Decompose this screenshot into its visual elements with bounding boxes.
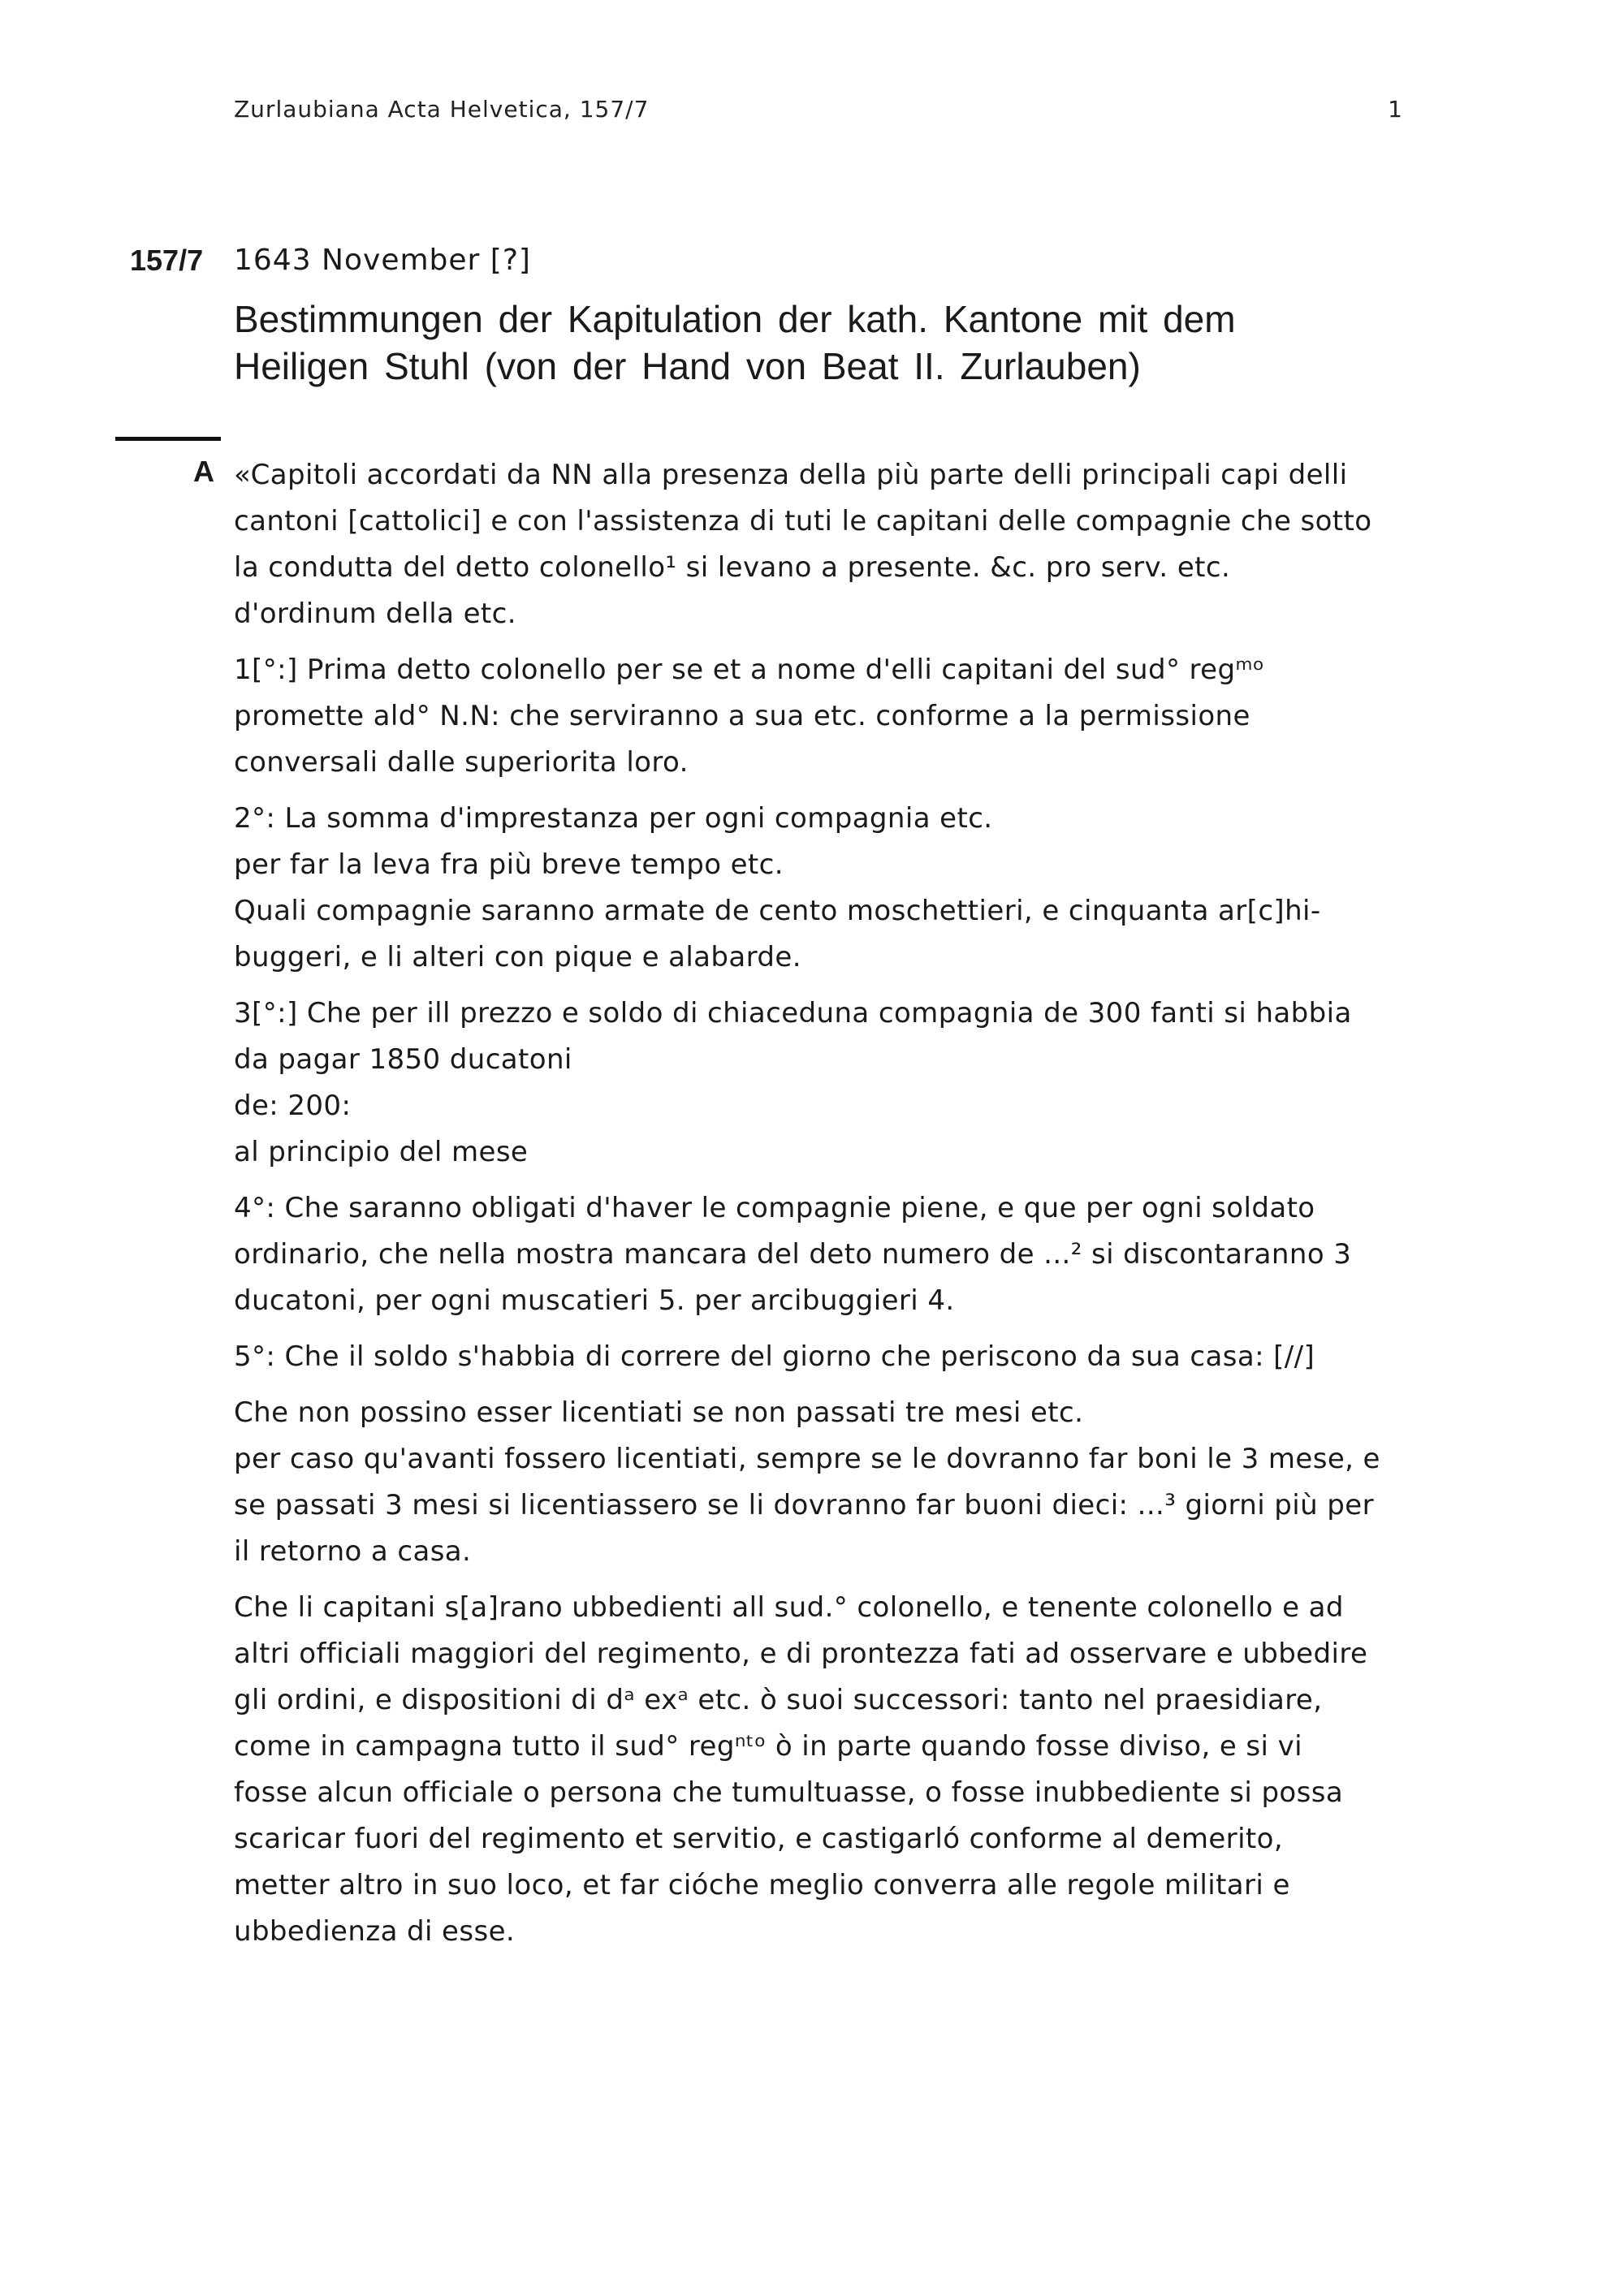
text-line: de: 200: [234, 1090, 352, 1122]
text-line: altri officiali maggiori del regimento, e di prontezza fati ad osservare e ubbedire [234, 1638, 1368, 1670]
text-line: ducatoni, per ogni muscatieri 5. per arcibuggieri 4. [234, 1284, 955, 1317]
text-line: 4°: Che saranno obligati d'haver le compagnie piene, e que per ogni soldato [234, 1192, 1315, 1224]
text-line: 2°: La somma d'imprestanza per ogni compagnia etc. [234, 802, 993, 835]
text-line: gli ordini, e dispositioni di dᵃ exᵃ etc. ò suoi successori: tanto nel praesidiare, [234, 1684, 1323, 1716]
document-body [234, 452, 1403, 1965]
text-line: 3[°:] Che per ill prezzo e soldo di chiaceduna compagnia de 300 fanti si habbia [234, 997, 1352, 1029]
entry-title [234, 296, 1403, 390]
paragraph-article-4 [234, 1185, 1403, 1324]
text-line: da pagar 1850 ducatoni [234, 1043, 572, 1076]
entry-number: 157/7 [130, 244, 204, 277]
text-line: al principio del mese [234, 1136, 529, 1168]
section-letter: A [193, 455, 214, 488]
paragraph-article-3 [234, 990, 1403, 1176]
paragraph-obedience [234, 1585, 1403, 1955]
text-line: ubbedienza di esse. [234, 1915, 516, 1948]
text-line: ordinario, che nella mostra mancara del deto numero de ...² si discontaranno 3 [234, 1238, 1352, 1271]
text-line: se passati 3 mesi si licentiassero se li dovranno far buoni dieci: ...³ giorni più per [234, 1489, 1374, 1521]
entry-title-line: Bestimmungen der Kapitulation der kath. Kantone mit dem [234, 298, 1236, 340]
text-line: come in campagna tutto il sud° regⁿᵗᵒ ò in parte quando fosse diviso, e si vi [234, 1730, 1302, 1763]
entry-date: 1643 November [?] [234, 244, 531, 277]
text-line: metter altro in suo loco, et far cióche meglio converra alle regole militari e [234, 1869, 1290, 1901]
text-line: cantoni [cattolici] e con l'assistenza di tuti le capitani delle compagnie che sotto [234, 505, 1372, 537]
text-line: «Capitoli accordati da NN alla presenza della più parte delli principali capi delli [234, 459, 1348, 491]
text-line: 1[°:] Prima detto colonello per se et a nome d'elli capitani del sud° regᵐᵒ [234, 654, 1265, 686]
text-line: promette ald° N.N: che serviranno a sua etc. conforme a la permissione [234, 700, 1250, 732]
paragraph-preamble [234, 452, 1403, 637]
running-title: Zurlaubiana Acta Helvetica, 157/7 [234, 96, 650, 123]
page-number: 1 [1388, 96, 1403, 123]
text-line: Che li capitani s[a]rano ubbedienti all sud.° colonello, e tenente colonello e ad [234, 1591, 1344, 1624]
paragraph-article-2 [234, 796, 1403, 981]
entry-title-line: Heiligen Stuhl (von der Hand von Beat II. Zurlauben) [234, 345, 1141, 387]
text-line: buggeri, e li alteri con pique e alabarde. [234, 941, 801, 973]
text-line: per caso qu'avanti fossero licentiati, sempre se le dovranno far boni le 3 mese, e [234, 1443, 1380, 1475]
text-line: conversali dalle superiorita loro. [234, 746, 689, 779]
paragraph-article-1 [234, 647, 1403, 786]
text-line: il retorno a casa. [234, 1535, 472, 1568]
running-header [234, 96, 1403, 123]
text-line: Che non possino esser licentiati se non passati tre mesi etc. [234, 1396, 1084, 1429]
text-line: scaricar fuori del regimento et servitio, e castigarló conforme al demerito, [234, 1823, 1284, 1855]
text-line: d'ordinum della etc. [234, 598, 516, 630]
paragraph-dismissal [234, 1390, 1403, 1575]
text-line: Quali compagnie saranno armate de cento moschettieri, e cinquanta ar[c]hi- [234, 895, 1321, 927]
text-line: per far la leva fra più breve tempo etc. [234, 848, 784, 881]
paragraph-article-5 [234, 1334, 1403, 1380]
text-line: fosse alcun officiale o persona che tumultuasse, o fosse inubbediente si possa [234, 1776, 1344, 1809]
text-line: 5°: Che il soldo s'habbia di correre del giorno che periscono da sua casa: [//] [234, 1340, 1315, 1373]
section-rule [115, 437, 221, 441]
text-line: la condutta del detto colonello¹ si levano a presente. &c. pro serv. etc. [234, 551, 1231, 584]
